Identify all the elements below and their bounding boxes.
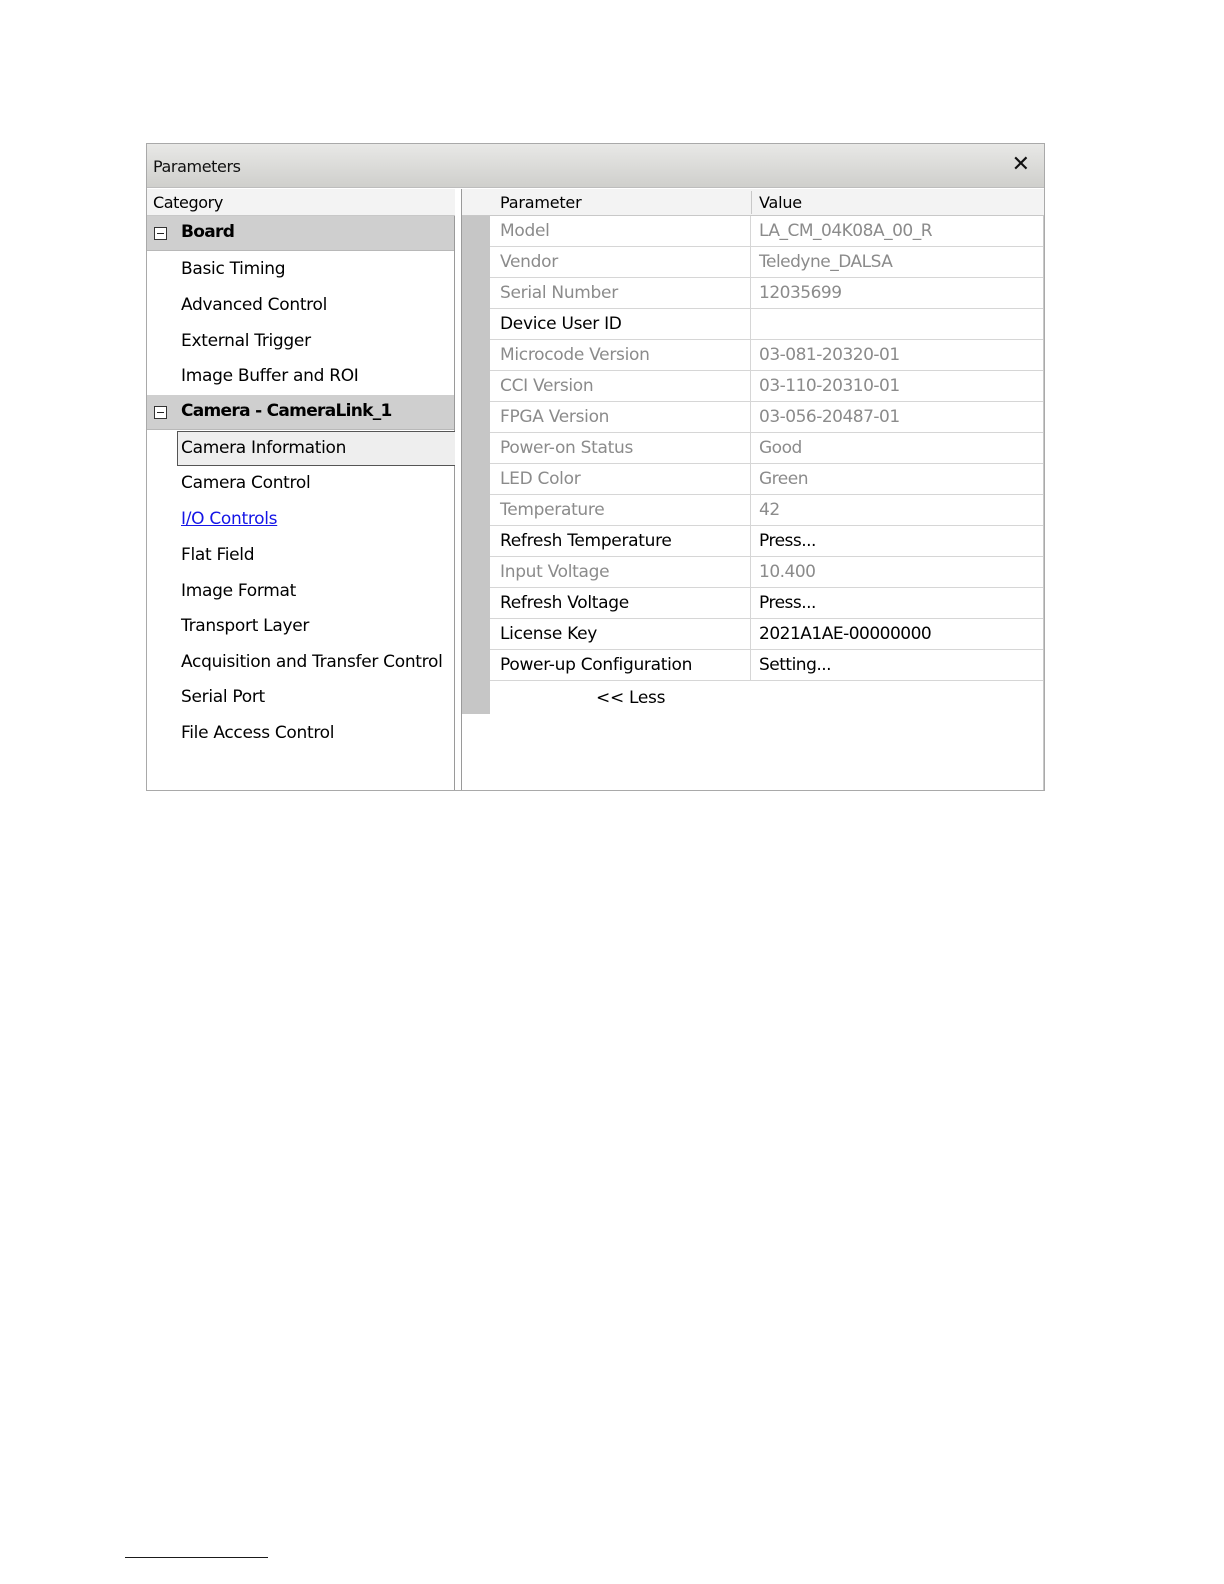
collapse-icon[interactable]	[154, 406, 167, 419]
category-header	[147, 189, 455, 216]
tree-group-label: Board	[181, 222, 235, 242]
param-row-fpga-version[interactable]	[490, 402, 1044, 433]
param-name: Refresh Voltage	[500, 593, 629, 613]
grid-header	[462, 189, 1044, 216]
param-name: Input Voltage	[500, 562, 610, 582]
param-name: Power-up Configuration	[500, 655, 693, 675]
cell-divider	[750, 309, 751, 340]
param-row-cci-version[interactable]	[490, 371, 1044, 402]
tree-item-file-access-control[interactable]: File Access Control	[181, 723, 335, 743]
cell-divider	[750, 247, 751, 278]
param-value: 03-081-20320-01	[759, 345, 900, 365]
panel-title: Parameters	[153, 157, 241, 176]
param-row-device-user-id[interactable]	[490, 309, 1044, 340]
param-row-serial-number[interactable]	[490, 278, 1044, 309]
param-row-power-up-configuration[interactable]	[490, 650, 1044, 681]
less-button[interactable]: << Less	[596, 688, 666, 708]
param-value: 03-110-20310-01	[759, 376, 900, 396]
param-name: FPGA Version	[500, 407, 610, 427]
tree-item-advanced-control[interactable]: Advanced Control	[181, 295, 328, 315]
panel-titlebar	[147, 144, 1044, 188]
license-key-field[interactable]: 2021A1AE-00000000	[759, 624, 932, 644]
param-row-power-on-status[interactable]	[490, 433, 1044, 464]
cell-divider	[750, 619, 751, 650]
tree-item-transport-layer[interactable]: Transport Layer	[181, 616, 310, 636]
param-name: License Key	[500, 624, 598, 644]
cell-divider	[750, 340, 751, 371]
tree-item-external-trigger[interactable]: External Trigger	[181, 331, 311, 351]
tree-item-flat-field[interactable]: Flat Field	[181, 545, 255, 565]
tree-item-camera-control[interactable]: Camera Control	[181, 473, 311, 493]
param-row-led-color[interactable]	[490, 464, 1044, 495]
param-row-refresh-voltage[interactable]	[490, 588, 1044, 619]
param-name: Model	[500, 221, 550, 241]
cell-divider	[750, 526, 751, 557]
param-value: Green	[759, 469, 808, 489]
collapse-icon[interactable]	[154, 227, 167, 240]
param-value: 42	[759, 500, 780, 520]
cell-divider	[750, 557, 751, 588]
cell-divider	[750, 371, 751, 402]
tree-item-serial-port[interactable]: Serial Port	[181, 687, 265, 707]
tree-item-camera-information[interactable]: Camera Information	[181, 438, 347, 458]
param-name: CCI Version	[500, 376, 594, 396]
param-name: Vendor	[500, 252, 558, 272]
tree-group-board[interactable]	[147, 216, 454, 251]
tree-item-image-format[interactable]: Image Format	[181, 581, 296, 601]
cell-divider	[750, 433, 751, 464]
param-value: 10.400	[759, 562, 816, 582]
cell-divider	[750, 650, 751, 681]
param-row-license-key[interactable]	[490, 619, 1044, 650]
column-divider[interactable]	[751, 191, 752, 214]
param-name: Device User ID	[500, 314, 622, 334]
category-header-label: Category	[153, 193, 223, 212]
param-row-temperature[interactable]	[490, 495, 1044, 526]
close-icon[interactable]: ✕	[1011, 152, 1030, 177]
power-up-configuration-button[interactable]: Setting...	[759, 655, 832, 675]
tree-item-acquisition-transfer-control[interactable]: Acquisition and Transfer Control	[181, 652, 443, 672]
param-name: Microcode Version	[500, 345, 650, 365]
column-header-value[interactable]: Value	[759, 193, 802, 212]
param-value: 03-056-20487-01	[759, 407, 900, 427]
cell-divider	[750, 216, 751, 247]
cell-divider	[750, 495, 751, 526]
row-gutter	[462, 216, 490, 714]
cell-divider	[750, 588, 751, 619]
param-value: 12035699	[759, 283, 842, 303]
tree-item-basic-timing[interactable]: Basic Timing	[181, 259, 286, 279]
param-value: Teledyne_DALSA	[759, 252, 893, 272]
param-name: Serial Number	[500, 283, 618, 303]
cell-divider	[750, 402, 751, 433]
param-name: Temperature	[500, 500, 605, 520]
grid-border	[1043, 216, 1044, 791]
param-row-model[interactable]	[490, 216, 1044, 247]
param-name: LED Color	[500, 469, 581, 489]
param-value: Good	[759, 438, 802, 458]
tree-item-image-buffer-roi[interactable]: Image Buffer and ROI	[181, 366, 359, 386]
param-row-vendor[interactable]	[490, 247, 1044, 278]
param-name: Power-on Status	[500, 438, 634, 458]
cell-divider	[750, 278, 751, 309]
tree-item-io-controls[interactable]: I/O Controls	[181, 509, 278, 529]
tree-group-label: Camera - CameraLink_1	[181, 401, 392, 421]
column-header-parameter[interactable]: Parameter	[500, 193, 582, 212]
refresh-voltage-button[interactable]: Press...	[759, 593, 816, 613]
parameters-panel	[146, 143, 1045, 791]
category-tree	[147, 216, 455, 791]
footnote-separator	[125, 1557, 268, 1558]
param-name: Refresh Temperature	[500, 531, 672, 551]
refresh-temperature-button[interactable]: Press...	[759, 531, 816, 551]
param-value: LA_CM_04K08A_00_R	[759, 221, 933, 241]
param-row-microcode-version[interactable]	[490, 340, 1044, 371]
cell-divider	[750, 464, 751, 495]
param-row-refresh-temperature[interactable]	[490, 526, 1044, 557]
parameter-grid	[461, 189, 1044, 791]
param-row-input-voltage[interactable]	[490, 557, 1044, 588]
tree-group-camera[interactable]	[147, 395, 454, 430]
